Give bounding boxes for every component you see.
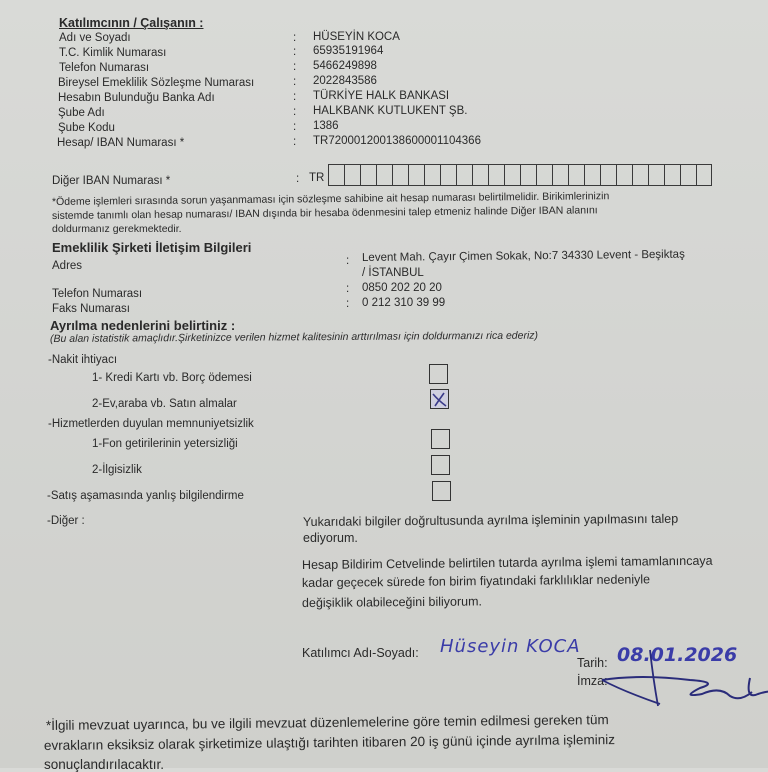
footer-line3: sonuçlandırılacaktır. xyxy=(44,757,165,772)
reasons-heading: Ayrılma nedenlerini belirtiniz : xyxy=(50,318,236,333)
field-value-iban: TR720001200138600001104366 xyxy=(313,135,481,147)
reason-indifference-label: 2-İlgisizlik xyxy=(92,464,142,476)
company-phone-colon: : xyxy=(346,283,350,295)
iban-digit-cell[interactable] xyxy=(360,164,376,186)
reason-purchase-label: 2-Ev,araba vb. Satın almalar xyxy=(92,398,237,410)
signature-scribble-icon xyxy=(580,648,768,708)
footer-line1: *İlgili mevzuat uyarınca, bu ve ilgili mevzuat düzenlemelerine göre temin edilmesi gereken tüm xyxy=(45,712,609,733)
iban-note-line3: doldurmanız gerekmektedir. xyxy=(52,223,182,235)
iban-digit-cell[interactable] xyxy=(472,164,488,186)
declaration-p1-line1: Yukarıdaki bilgiler doğrultusunda ayrılma işleminin yapılmasını talep xyxy=(302,511,679,529)
other-iban-colon: : xyxy=(296,173,300,185)
address-line1: Levent Mah. Çayır Çimen Sokak, No:7 34330 Levent - Beşiktaş xyxy=(361,248,685,264)
field-colon: : xyxy=(293,46,297,58)
iban-digit-cell[interactable] xyxy=(584,164,600,186)
iban-digit-cell[interactable] xyxy=(664,164,680,186)
field-value-tc-id: 65935191964 xyxy=(313,45,384,57)
company-contact-heading: Emeklilik Şirketi İletişim Bilgileri xyxy=(52,240,252,255)
checkbox-low-returns[interactable] xyxy=(431,429,450,449)
iban-digit-cell[interactable] xyxy=(392,164,408,186)
signature-label: İmza: xyxy=(577,674,608,688)
field-colon: : xyxy=(293,106,297,118)
field-label-branch-name: Şube Adı xyxy=(58,107,105,119)
reason-other-label: -Diğer : xyxy=(47,515,85,527)
participant-name-label: Katılımcı Adı-Soyadı: xyxy=(302,646,419,660)
reason-dissatisfaction: -Hizmetlerden duyulan memnuniyetsizlik xyxy=(48,418,254,430)
iban-note-line1: *Ödeme işlemleri sırasında sorun yaşanmaması için sözleşme sahibine ait hesap numarası belirtilmelidir. Birikimlerinizin xyxy=(51,190,610,208)
field-label-name: Adı ve Soyadı xyxy=(59,32,131,44)
field-label-bank-name: Hesabın Bulunduğu Banka Adı xyxy=(58,92,215,104)
field-label-phone: Telefon Numarası xyxy=(59,62,150,74)
iban-digit-cell[interactable] xyxy=(424,164,440,186)
participant-heading: Katılımcının / Çalışanın : xyxy=(59,16,204,30)
field-colon: : xyxy=(293,32,297,44)
reason-misinformation-label: -Satış aşamasında yanlış bilgilendirme xyxy=(47,490,244,502)
company-phone-value: 0850 202 20 20 xyxy=(362,282,442,294)
address-label: Adres xyxy=(52,260,83,272)
iban-digit-cell[interactable] xyxy=(488,164,504,186)
iban-digit-cell[interactable] xyxy=(568,164,584,186)
other-iban-input[interactable] xyxy=(328,164,712,186)
field-colon: : xyxy=(293,91,297,103)
field-value-branch-name: HALKBANK KUTLUKENT ŞB. xyxy=(313,105,468,117)
iban-digit-cell[interactable] xyxy=(440,164,456,186)
company-fax-colon: : xyxy=(346,298,350,310)
iban-digit-cell[interactable] xyxy=(344,164,360,186)
field-value-contract-no: 2022843586 xyxy=(313,75,377,87)
checkbox-purchase[interactable] xyxy=(430,389,449,409)
iban-digit-cell[interactable] xyxy=(504,164,520,186)
iban-note-line2: sistemde tanımlı olan hesap numarası/ IBAN dışında bir hesaba ödenmesini talep etmeniz halinde Diğer IBAN alanını xyxy=(51,204,598,222)
declaration-p1-line2: ediyorum. xyxy=(303,531,358,545)
checkbox-credit-card-debt[interactable] xyxy=(429,364,448,384)
iban-digit-cell[interactable] xyxy=(696,164,712,186)
company-fax-value: 0 212 310 39 99 xyxy=(362,297,446,309)
iban-digit-cell[interactable] xyxy=(600,164,616,186)
iban-digit-cell[interactable] xyxy=(376,164,392,186)
iban-digit-cell[interactable] xyxy=(408,164,424,186)
declaration-p2-line3: değişiklik olabileceğini biliyorum. xyxy=(301,594,483,610)
address-colon: : xyxy=(346,255,350,267)
iban-digit-cell[interactable] xyxy=(648,164,664,186)
iban-digit-cell[interactable] xyxy=(680,164,696,186)
checkbox-misinformation[interactable] xyxy=(432,481,451,501)
field-colon: : xyxy=(293,136,297,148)
field-label-tc-id: T.C. Kimlik Numarası xyxy=(59,47,167,59)
iban-digit-cell[interactable] xyxy=(520,164,536,186)
company-fax-label: Faks Numarası xyxy=(52,303,130,315)
field-value-bank-name: TÜRKİYE HALK BANKASI xyxy=(313,90,450,102)
field-label-iban: Hesap/ IBAN Numarası * xyxy=(57,137,185,149)
check-x-icon xyxy=(430,389,449,409)
field-label-contract-no: Bireysel Emeklilik Sözleşme Numarası xyxy=(58,77,255,89)
declaration-p2-line2: kadar geçecek sürede fon birim fiyatındaki farklılıklar nedeniyle xyxy=(301,572,651,590)
field-label-branch-code: Şube Kodu xyxy=(58,122,115,134)
field-value-name: HÜSEYİN KOCA xyxy=(313,31,400,43)
reason-credit-card-debt-label: 1- Kredi Kartı vb. Borç ödemesi xyxy=(92,372,252,384)
date-handwritten: 08.01.2026 xyxy=(617,644,738,666)
reasons-subheading: (Bu alan istatistik amaçlıdır.Şirketinizce verilen hizmet kalitesinin arttırılması için doldurmanızı rica ederiz) xyxy=(49,329,539,345)
company-phone-label: Telefon Numarası xyxy=(52,288,143,300)
participant-name-handwritten: Hüseyin KOCA xyxy=(440,636,581,657)
footer-line2: evrakların eksiksiz olarak şirketimize ulaştığı tarihten itibaren 20 iş günü içinde ayrılma işleminiz xyxy=(43,732,616,753)
iban-digit-cell[interactable] xyxy=(632,164,648,186)
iban-digit-cell[interactable] xyxy=(456,164,472,186)
field-value-phone: 5466249898 xyxy=(313,60,377,72)
declaration-p2-line1: Hesap Bildirim Cetvelinde belirtilen tutarda ayrılma işlemi tamamlanıncaya xyxy=(301,553,713,572)
field-value-branch-code: 1386 xyxy=(313,120,339,132)
field-colon: : xyxy=(293,61,297,73)
checkbox-indifference[interactable] xyxy=(431,455,450,475)
iban-digit-cell[interactable] xyxy=(552,164,568,186)
date-label: Tarih: xyxy=(577,656,608,670)
reason-low-returns-label: 1-Fon getirilerinin yetersizliği xyxy=(92,438,238,450)
field-colon: : xyxy=(293,121,297,133)
address-line2: / İSTANBUL xyxy=(362,267,424,279)
other-iban-label: Diğer IBAN Numarası * xyxy=(52,175,171,187)
iban-digit-cell[interactable] xyxy=(328,164,344,186)
reason-cash-need: -Nakit ihtiyacı xyxy=(48,354,118,366)
other-iban-prefix: TR xyxy=(309,172,325,184)
iban-digit-cell[interactable] xyxy=(616,164,632,186)
iban-digit-cell[interactable] xyxy=(536,164,552,186)
field-colon: : xyxy=(293,76,297,88)
